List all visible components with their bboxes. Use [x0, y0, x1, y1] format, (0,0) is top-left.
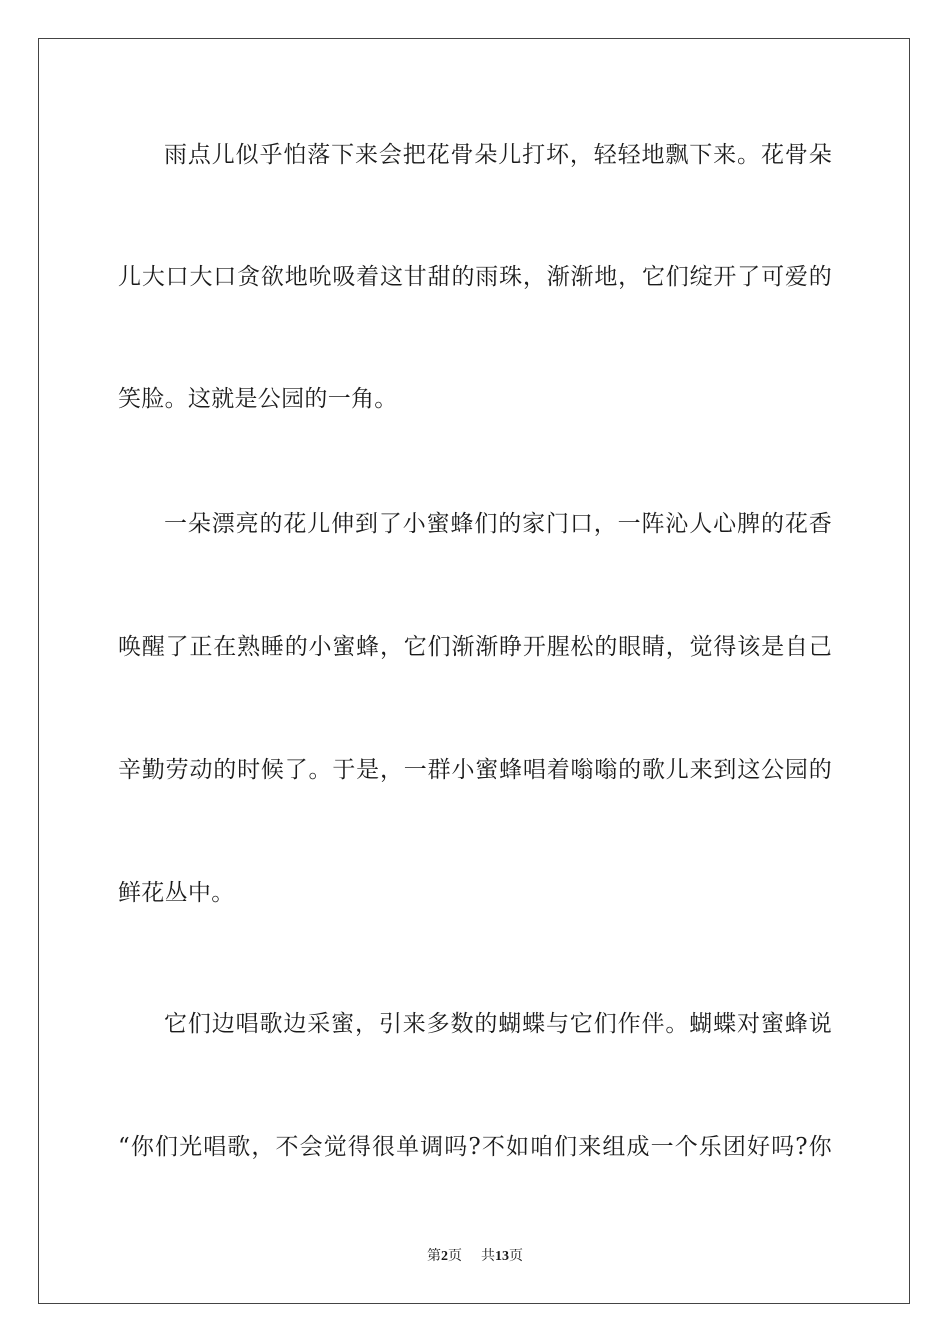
page-border: [38, 38, 910, 1304]
paragraph-1-line-1: 雨点儿似乎怕落下来会把花骨朵儿打坏，轻轻地飘下来。花骨朵: [164, 142, 832, 168]
total-suffix: 页: [509, 1249, 523, 1264]
page-footer: [0, 1248, 950, 1266]
paragraph-1-line-3: 笑脸。这就是公园的一角。: [118, 386, 398, 412]
paragraph-1-line-2: 儿大口大口贪欲地吮吸着这甘甜的雨珠，渐渐地，它们绽开了可爱的: [118, 264, 832, 290]
total-page-count: 13: [495, 1249, 509, 1264]
current-page-number: 2: [441, 1249, 448, 1264]
paragraph-2-line-2: 唤醒了正在熟睡的小蜜蜂，它们渐渐睁开腥松的眼睛，觉得该是自己: [118, 634, 832, 660]
paragraph-2-line-1: 一朵漂亮的花儿伸到了小蜜蜂们的家门口，一阵沁人心脾的花香: [164, 511, 832, 537]
page-prefix: 第: [427, 1249, 441, 1264]
total-prefix: 共: [481, 1249, 495, 1264]
paragraph-2-line-3: 辛勤劳动的时候了。于是，一群小蜜蜂唱着嗡嗡的歌儿来到这公园的: [118, 757, 832, 783]
paragraph-2-line-4: 鲜花丛中。: [118, 880, 235, 906]
page-number-label: [427, 1248, 462, 1266]
paragraph-3-line-2: “你们光唱歌，不会觉得很单调吗?不如咱们来组成一个乐团好吗?你: [118, 1134, 832, 1160]
paragraph-3-line-1: 它们边唱歌边采蜜，引来多数的蝴蝶与它们作伴。蝴蝶对蜜蜂说: [164, 1011, 832, 1037]
total-pages-label: [481, 1248, 523, 1266]
page-suffix: 页: [448, 1249, 462, 1264]
